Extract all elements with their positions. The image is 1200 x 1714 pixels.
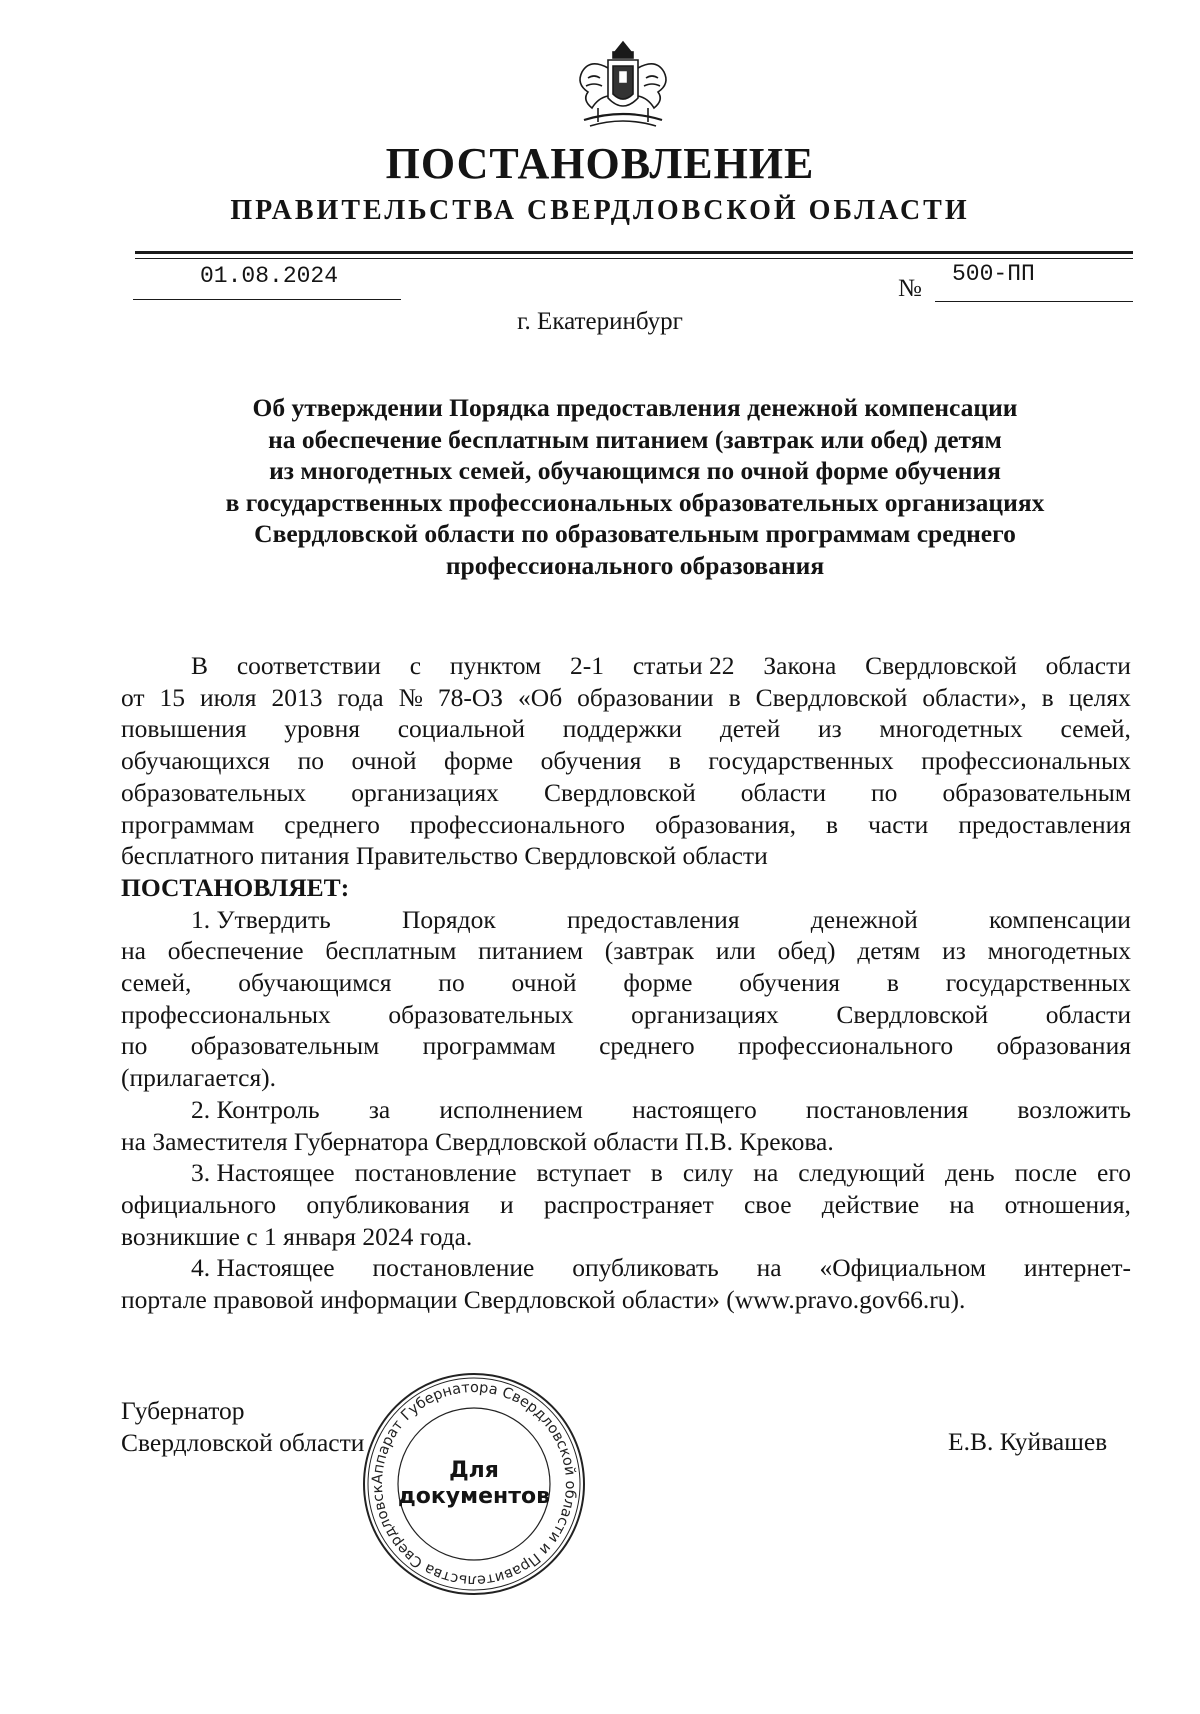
coat-of-arms-icon <box>568 38 678 138</box>
word: уровня <box>284 714 360 744</box>
word: 1. Утвердить <box>191 904 331 934</box>
word: по <box>438 968 465 998</box>
number-underline <box>935 301 1133 302</box>
word: или <box>715 936 756 966</box>
word: в <box>668 746 681 776</box>
document-body <box>121 650 1131 1316</box>
heading-line: Свердловской области по образовательным программам среднего <box>254 519 1016 548</box>
word: очной <box>511 968 577 998</box>
word: целях <box>1068 682 1131 712</box>
word: программам <box>121 809 255 839</box>
word: настоящего <box>632 1094 757 1124</box>
word: области <box>740 777 826 807</box>
word: образовании <box>577 682 714 712</box>
heading-line: Об утверждении Порядка предоставления денежной компенсации <box>252 393 1018 422</box>
word: «Официальном <box>819 1253 987 1283</box>
word: постановление <box>354 1158 517 1188</box>
document-date: 01.08.2024 <box>200 263 339 289</box>
word: 78-ОЗ <box>437 682 504 712</box>
item-4-line <box>121 1252 1131 1284</box>
word: после <box>1014 1158 1078 1188</box>
word: на <box>756 1253 782 1283</box>
word: статьи 22 <box>632 651 735 680</box>
word: образования <box>996 1031 1131 1061</box>
item-1-line <box>121 999 1131 1031</box>
word: 15 <box>159 682 186 712</box>
word: обучающихся <box>121 746 271 776</box>
signatory-name: Е.В. Куйвашев <box>948 1427 1108 1456</box>
word: области <box>1045 999 1131 1029</box>
word: 3. Настоящее <box>191 1158 335 1188</box>
body-line <box>121 682 1131 714</box>
word: 4. Настоящее <box>191 1253 335 1283</box>
word: вступает <box>536 1158 631 1188</box>
document-heading <box>140 392 1130 581</box>
word: на <box>753 1158 779 1188</box>
word: области <box>1045 651 1131 680</box>
word: его <box>1097 1158 1131 1188</box>
word: образовательных <box>121 777 307 807</box>
word: среднего <box>284 809 380 839</box>
word: образовательным <box>942 777 1131 807</box>
word: обучения <box>739 968 840 998</box>
word: пунктом <box>449 651 542 680</box>
word: соответствии <box>236 651 381 680</box>
word: силу <box>682 1158 734 1188</box>
body-line <box>121 650 1131 682</box>
word: на <box>949 1189 975 1219</box>
word: семей, <box>1060 714 1131 744</box>
word: по <box>121 1031 148 1061</box>
seal-center-line: документов <box>397 1484 551 1509</box>
word: обеспечение <box>167 936 304 966</box>
word: В <box>191 651 209 680</box>
document-number: 500-ПП <box>952 261 1035 287</box>
word: форме <box>444 746 514 776</box>
word: области», <box>922 682 1027 712</box>
heading-line: профессионального образования <box>445 550 825 580</box>
word: 2. Контроль <box>191 1094 320 1124</box>
word: предоставления <box>958 809 1131 839</box>
word: государственных <box>945 968 1131 998</box>
word: постановления <box>805 1094 969 1124</box>
body-line <box>121 713 1131 745</box>
word: Свердловской <box>755 682 908 712</box>
word: возложить <box>1017 1094 1131 1124</box>
word: поддержки <box>562 714 683 744</box>
word: исполнением <box>439 1094 583 1124</box>
signatory-position <box>121 1395 364 1459</box>
heading-line: в государственных профессиональных образовательных организациях <box>225 487 1045 517</box>
signatory-position-line: Губернатор <box>121 1396 245 1425</box>
word: в <box>826 809 839 839</box>
header-rule-thin <box>135 258 1133 259</box>
word: образования, <box>655 809 796 839</box>
word: отношения, <box>1004 1189 1131 1219</box>
word: образовательных <box>388 999 574 1029</box>
word: опубликовать <box>572 1253 719 1283</box>
word: многодетных <box>879 714 1023 744</box>
word: компенсации <box>988 904 1131 934</box>
word: и <box>499 1189 514 1219</box>
word: 2013 <box>271 682 323 712</box>
word: предоставления <box>566 904 740 934</box>
word: опубликования <box>306 1189 470 1219</box>
word: государственных <box>708 746 894 776</box>
item-1-line <box>121 904 1131 936</box>
item-1-line <box>121 1030 1131 1062</box>
item-1-line <box>121 935 1131 967</box>
word: в <box>728 682 741 712</box>
word: детей <box>719 714 781 744</box>
word: детям <box>857 936 921 966</box>
word: обед) <box>777 936 836 966</box>
word: Свердловской <box>865 651 1017 680</box>
word: года <box>337 682 384 712</box>
body-line: бесплатного питания Правительство Свердловской области <box>121 841 768 871</box>
word: № <box>398 682 423 712</box>
word: действие <box>821 1189 920 1219</box>
word: денежной <box>810 904 918 934</box>
word: из <box>817 714 842 744</box>
body-line <box>121 809 1131 841</box>
word: образовательным <box>190 1031 380 1061</box>
item-2-line: на Заместителя Губернатора Свердловской области П.В. Крекова. <box>121 1126 834 1156</box>
item-1-line <box>121 967 1131 999</box>
word: следующий <box>798 1158 926 1188</box>
word: свое <box>743 1189 792 1219</box>
word: 2-1 <box>570 651 604 680</box>
seal-center-line: Для <box>449 1458 499 1483</box>
word: Свердловской <box>836 999 989 1029</box>
resolves-heading: ПОСТАНОВЛЯЕТ: <box>121 872 350 902</box>
word: очной <box>351 746 417 776</box>
item-4-line: портале правовой информации Свердловской области» (www.pravo.gov66.ru). <box>121 1285 966 1315</box>
word: бесплатным <box>325 936 457 966</box>
heading-line: из многодетных семей, обучающимся по очной форме обучения <box>269 456 1001 485</box>
item-3-line <box>121 1157 1131 1189</box>
word: Закона <box>763 651 837 680</box>
word: за <box>368 1094 391 1124</box>
word: форме <box>623 968 693 998</box>
word: социальной <box>397 714 525 744</box>
document-subtitle: ПРАВИТЕЛЬСТВА СВЕРДЛОВСКОЙ ОБЛАСТИ <box>230 195 970 226</box>
seal-ring-text: Аппарат Губернатора Свердловской области и Правительства Свердловск <box>369 1379 579 1589</box>
number-sign: № <box>898 275 922 302</box>
header-rule-thick <box>135 251 1133 254</box>
item-3-line: возникшие с 1 января 2024 года. <box>121 1221 473 1251</box>
date-underline <box>133 299 401 300</box>
document-title: ПОСТАНОВЛЕНИЕ <box>385 139 815 188</box>
word: с <box>409 651 422 680</box>
word: повышения <box>121 714 247 744</box>
word: организациях <box>631 999 779 1029</box>
word: постановление <box>372 1253 535 1283</box>
word: по <box>297 746 324 776</box>
word: среднего <box>599 1031 695 1061</box>
word: из <box>942 936 966 966</box>
word: (завтрак <box>604 936 694 966</box>
seal-center <box>360 1370 588 1598</box>
word: профессионального <box>737 1031 954 1061</box>
word: обучения <box>540 746 642 776</box>
word: июля <box>200 682 257 712</box>
word: питанием <box>478 936 583 966</box>
word: профессиональных <box>121 999 331 1029</box>
word: программам <box>422 1031 556 1061</box>
item-1-line: (прилагается). <box>121 1063 277 1093</box>
body-line <box>121 745 1131 777</box>
word: многодетных <box>987 936 1131 966</box>
word: интернет- <box>1023 1253 1131 1283</box>
word: обучающимся <box>238 968 392 998</box>
word: профессионального <box>409 809 626 839</box>
word: семей, <box>121 968 192 998</box>
word: организациях <box>351 777 499 807</box>
word: день <box>945 1158 995 1188</box>
word: «Об <box>518 682 563 712</box>
item-3-line <box>121 1189 1131 1221</box>
word: в <box>886 968 899 998</box>
word: в <box>1041 682 1054 712</box>
word: части <box>868 809 929 839</box>
body-line <box>121 777 1131 809</box>
document-city: г. Екатеринбург <box>517 308 683 335</box>
word: по <box>871 777 898 807</box>
word: профессиональных <box>921 746 1131 776</box>
item-2-line <box>121 1094 1131 1126</box>
word: распространяет <box>543 1189 714 1219</box>
heading-line: на обеспечение бесплатным питанием (завтрак или обед) детям <box>268 424 1002 454</box>
word: в <box>650 1158 663 1188</box>
word: от <box>121 682 145 712</box>
signatory-position-line: Свердловской области <box>121 1428 365 1457</box>
official-seal <box>360 1370 588 1598</box>
word: Порядок <box>401 904 496 934</box>
word: Свердловской <box>543 777 696 807</box>
word: официального <box>121 1189 277 1219</box>
word: на <box>121 936 146 966</box>
